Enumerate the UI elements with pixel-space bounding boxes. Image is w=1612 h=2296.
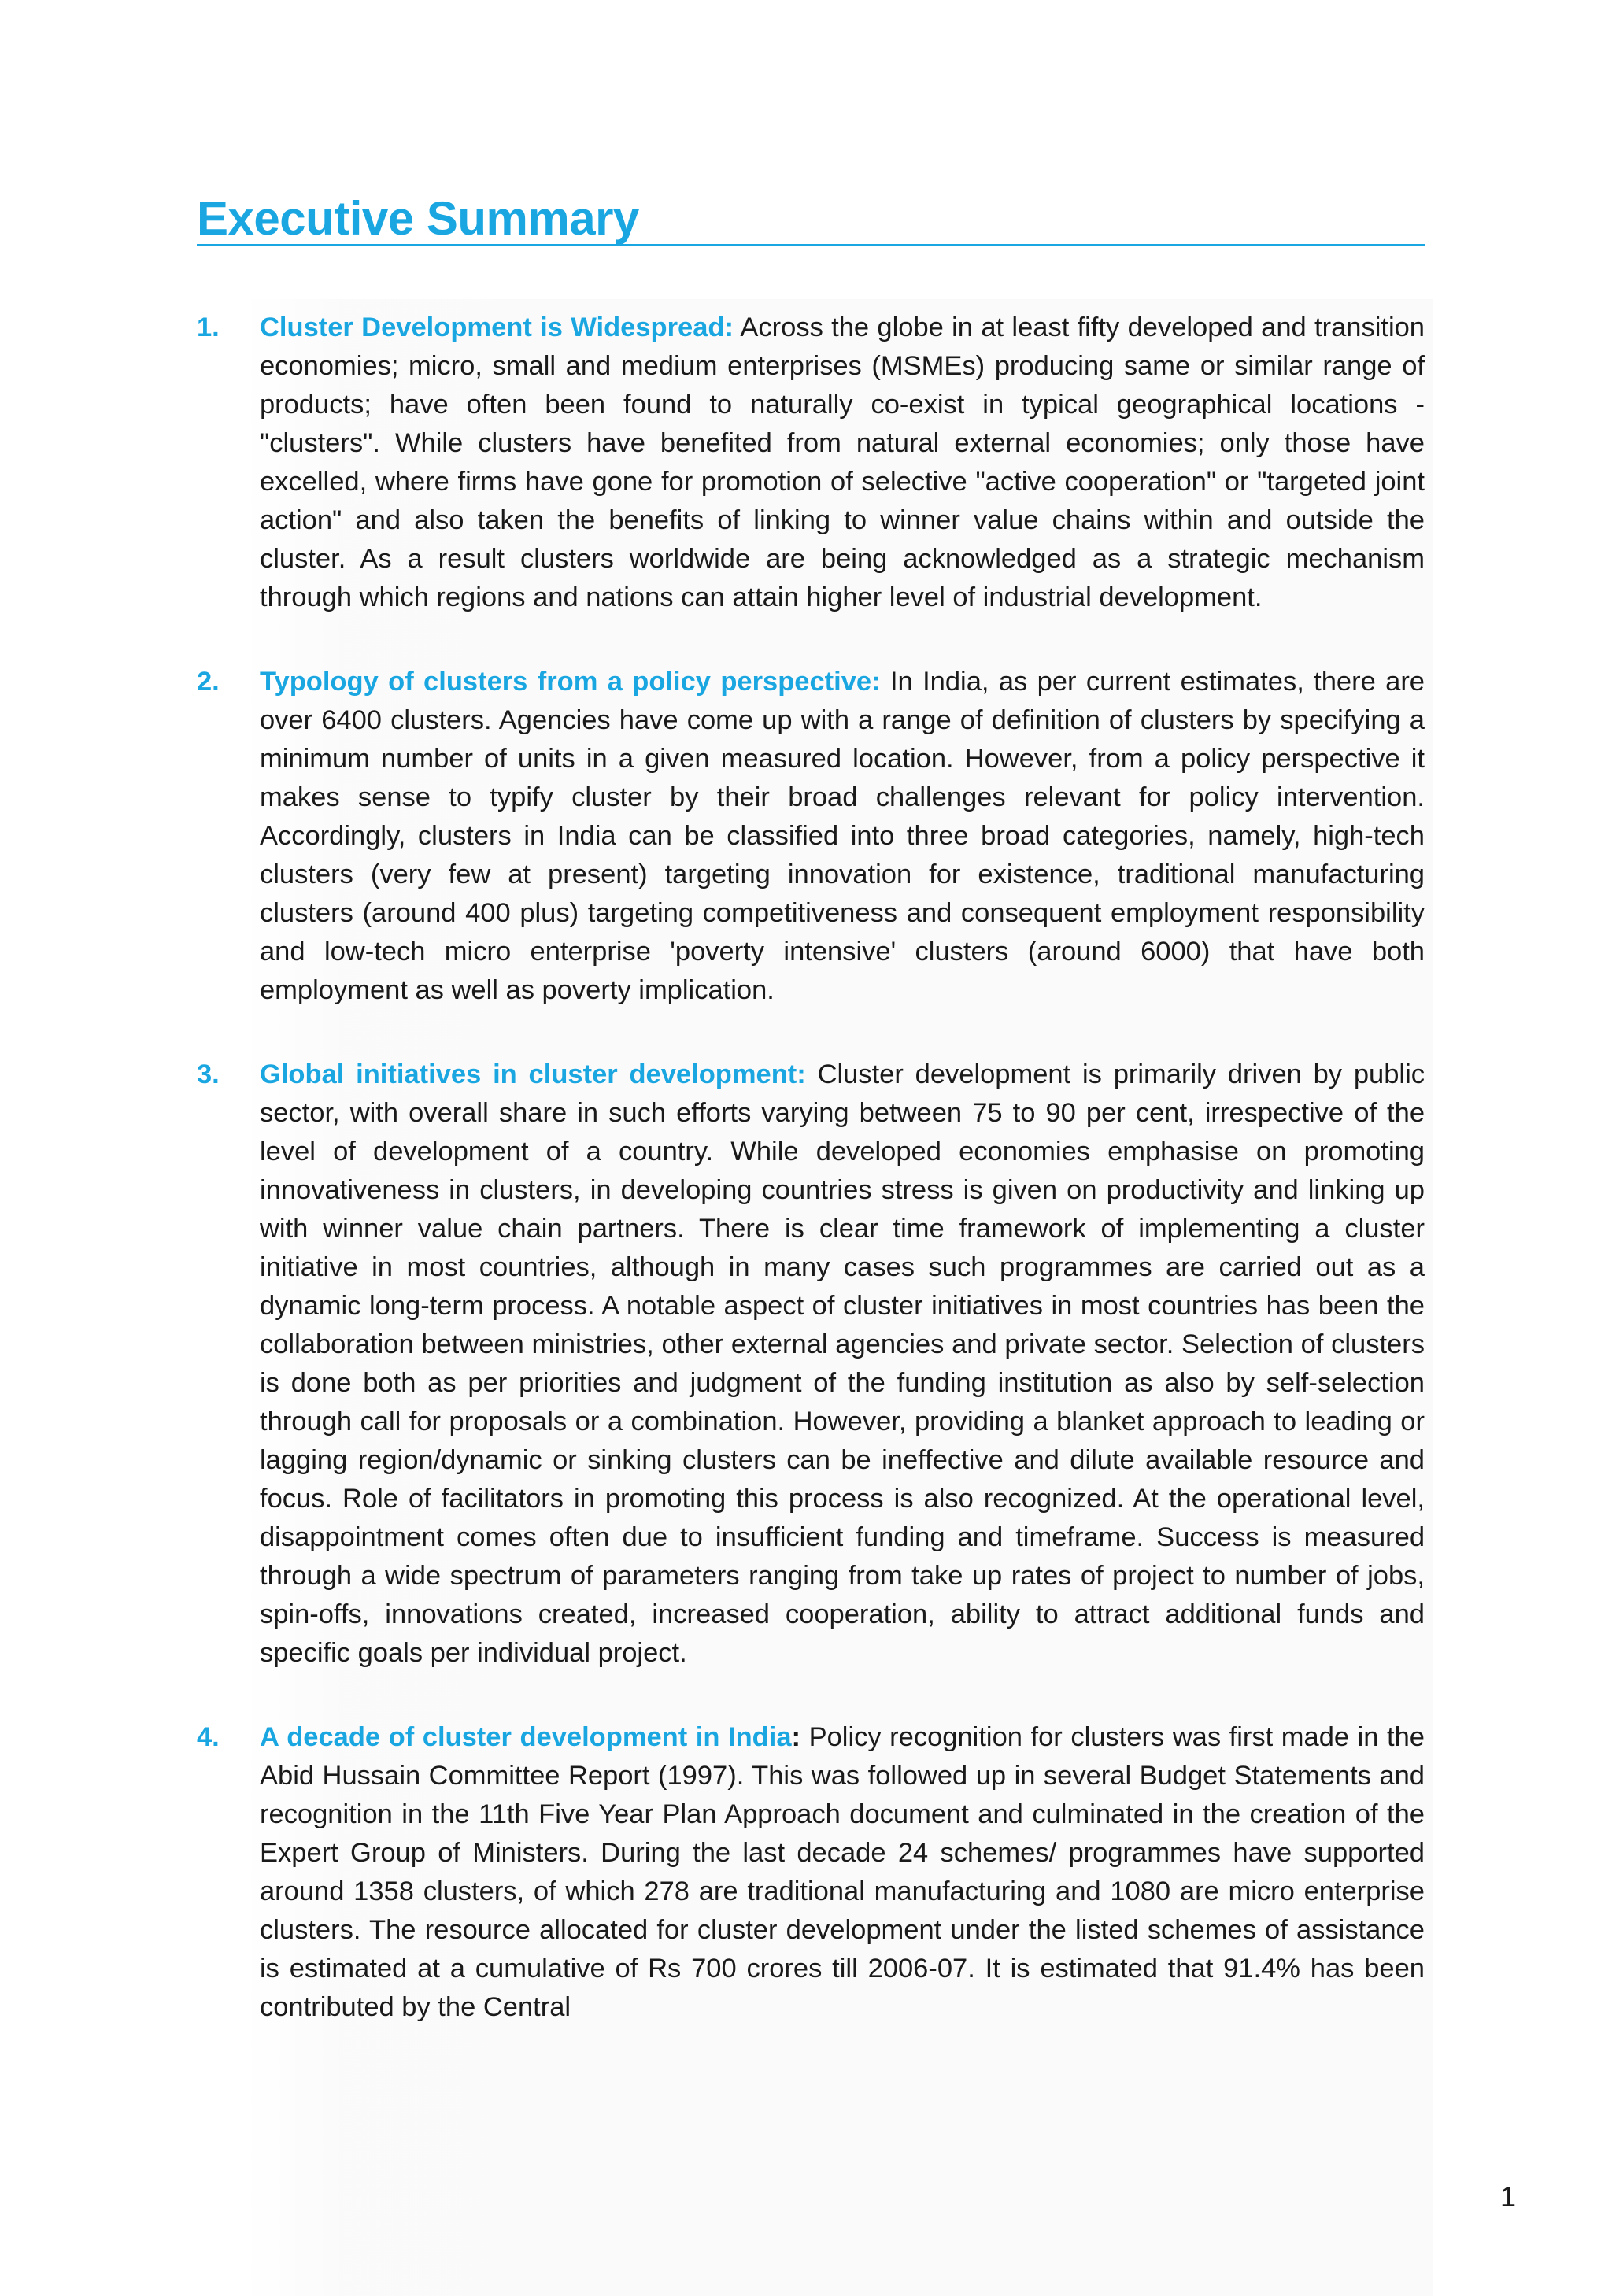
item-number: 3. <box>197 1059 220 1089</box>
summary-item-2 <box>197 663 1425 1010</box>
item-paragraph <box>260 663 1425 1010</box>
item-lead: Global initiatives in cluster development: <box>260 1059 806 1089</box>
item-paragraph <box>260 1718 1425 2027</box>
item-body: Cluster development is primarily driven by public sector, with overall share in such efforts varying between 75 to 90 per cent, irrespective of the level of development of a country. While developed economies emphasise on promoting innovativeness in clusters, in developing countries stress is given on productivity and linking up with winner value chain partners. There is clear time framework of implementing a cluster initiative in most countries, although in many cases such programmes are carried out as a dynamic long-term process. A notable aspect of cluster initiatives in most countries has been the collaboration between ministries, other external agencies and private sector. Selection of clusters is done both as per priorities and judgment of the funding institution as also by self-selection through call for proposals or a combination. However, providing a blanket approach to leading or lagging region/dynamic or sinking clusters can be ineffective and dilute available resource and focus. Role of facilitators in promoting this process is also recognized. At the operational level, disappointment comes often due to insufficient funding and timeframe. Success is measured through a wide spectrum of parameters ranging from take up rates of project to number of jobs, spin-offs, innovations created, increased cooperation, ability to attract additional funds and specific goals per individual project. <box>260 1059 1425 1668</box>
item-lead-colon: : <box>791 1722 801 1752</box>
item-number: 2. <box>197 667 220 697</box>
summary-item-3 <box>197 1056 1425 1673</box>
heading-rule <box>197 189 1425 246</box>
summary-item-1 <box>197 309 1425 617</box>
item-paragraph <box>260 1056 1425 1673</box>
item-lead: Cluster Development is Widespread: <box>260 312 734 342</box>
page-title: Executive Summary <box>197 192 639 245</box>
item-lead: Typology of clusters from a policy perspective: <box>260 667 881 697</box>
item-body: Across the globe in at least fifty developed and transition economies; micro, small and medium enterprises (MSMEs) producing same or similar range of products; have often been found to naturally co-exist in typical geographical locations - "clusters". While clusters have benefited from natural external economies; only those have excelled, where firms have gone for promotion of selective "active cooperation" or "targeted joint action" and also taken the benefits of linking to winner value chains within and outside the cluster. As a result clusters worldwide are being acknowledged as a strategic mechanism through which regions and nations can attain higher level of industrial development. <box>260 312 1425 612</box>
item-number: 4. <box>197 1722 220 1752</box>
item-lead: A decade of cluster development in India <box>260 1722 792 1752</box>
summary-item-4 <box>197 1718 1425 2027</box>
item-body: Policy recognition for clusters was first made in the Abid Hussain Committee Report (1997). This was followed up in several Budget Statements and recognition in the 11th Five Year Plan Approach document and culminated in the creation of the Expert Group of Ministers. During the last decade 24 schemes/ programmes have supported around 1358 clusters, of which 278 are traditional manufacturing and 1080 are micro enterprise clusters. The resource allocated for cluster development under the listed schemes of assistance is estimated at a cumulative of Rs 700 crores till 2006-07. It is estimated that 91.4% has been contributed by the Central <box>260 1722 1425 2022</box>
item-paragraph <box>260 309 1425 617</box>
item-body: In India, as per current estimates, there are over 6400 clusters. Agencies have come up with a range of definition of clusters by specifying a minimum number of units in a given measured location. However, from a policy perspective it makes sense to typify cluster by their broad challenges relevant for policy intervention. Accordingly, clusters in India can be classified into three broad categories, namely, high-tech clusters (very few at present) targeting innovation for existence, traditional manufacturing clusters (around 400 plus) targeting competitiveness and consequent employment responsibility and low-tech micro enterprise 'poverty intensive' clusters (around 6000) that have both employment as well as poverty implication. <box>260 667 1425 1005</box>
item-number: 1. <box>197 312 220 342</box>
page-number: 1 <box>1499 2180 1516 2213</box>
summary-list <box>197 309 1425 2072</box>
